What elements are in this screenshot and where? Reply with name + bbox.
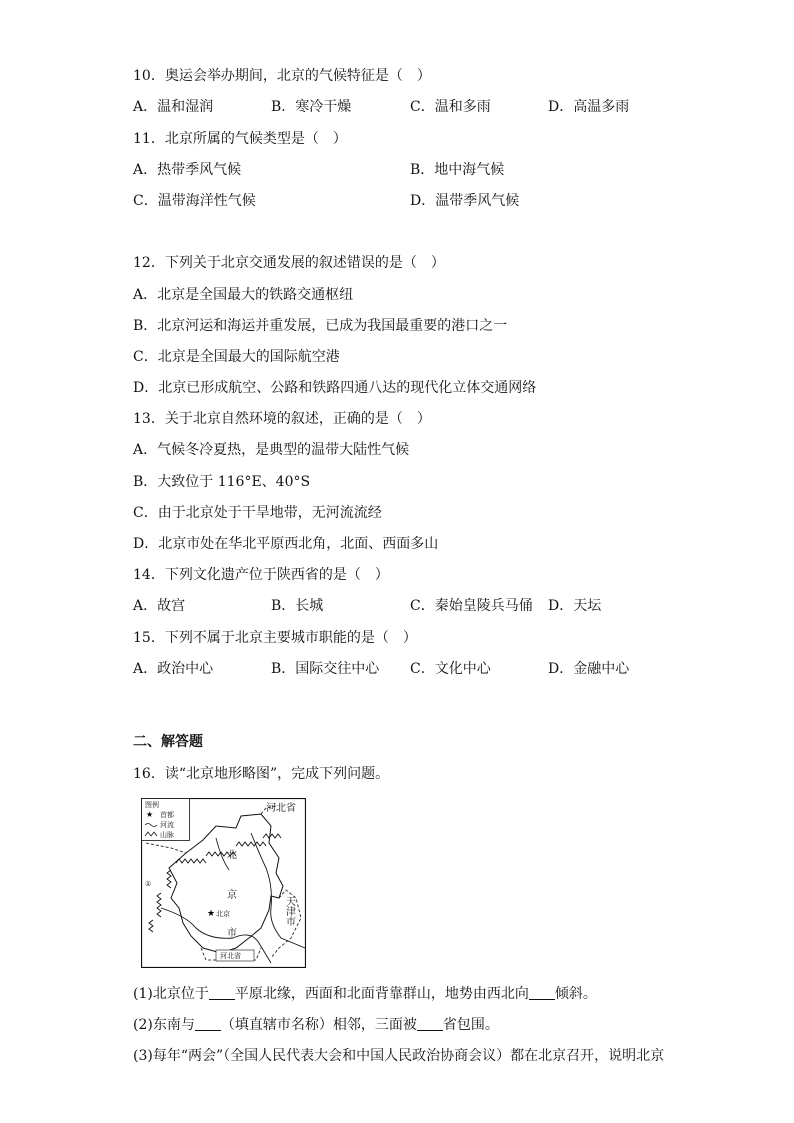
- q15-option-a: A．政治中心: [133, 661, 214, 677]
- q11-option-d: D．温带季风气候: [410, 193, 520, 209]
- q16-sub3: (3)每年“两会”（全国人民代表大会和中国人民政治协商会议）都在北京召开，说明北京: [133, 1048, 665, 1064]
- question-14-stem: 14．下列文化遗产位于陕西省的是（ ）: [133, 567, 389, 583]
- q16-sub2-part2: （填直辖市名称）相邻，三面被: [220, 1017, 417, 1033]
- q10-option-b: B．寒冷干燥: [271, 99, 352, 115]
- legend-river: 河流: [160, 821, 174, 829]
- legend-title: 图例: [145, 801, 159, 809]
- label-tianjin: 天津市: [283, 896, 295, 926]
- q16-sub2-blank2[interactable]: [417, 1016, 443, 1031]
- q12-option-c: C．北京是全国最大的国际航空港: [133, 349, 340, 365]
- capital-star-icon: ★: [146, 810, 154, 819]
- q10-option-d: D．高温多雨: [548, 99, 630, 115]
- q14-option-c: C．秦始皇陵兵马俑: [410, 598, 533, 614]
- q13-option-a: A．气候冬冷夏热，是典型的温带大陆性气候: [133, 442, 410, 458]
- label-shi: 市: [227, 928, 237, 939]
- label-jing: 京: [227, 890, 237, 901]
- q14-option-b: B．长城: [271, 598, 324, 614]
- q13-option-c: C．由于北京处于干旱地带，无河流流经: [133, 505, 382, 521]
- q16-sub1-blank1[interactable]: [209, 985, 235, 1000]
- q14-option-d: D．天坛: [548, 598, 602, 614]
- q12-option-d: D．北京已形成航空、公路和铁路四通八达的现代化立体交通网络: [133, 380, 537, 396]
- q13-option-b: B．大致位于 116°E、40°S: [133, 474, 311, 490]
- q10-option-a: A．温和湿润: [133, 99, 214, 115]
- question-16-stem: 16．读“北京地形略图”，完成下列问题。: [133, 766, 390, 782]
- q11-option-c: C．温带海洋性气候: [133, 193, 256, 209]
- question-13-stem: 13．关于北京自然环境的叙述，正确的是（ ）: [133, 411, 431, 427]
- q16-sub1: [133, 985, 597, 1003]
- q11-option-a: A．热带季风气候: [133, 162, 242, 178]
- q15-option-d: D．金融中心: [548, 661, 630, 677]
- q16-sub1-part2: 平原北缘，西面和北面背靠群山，地势由西北向: [234, 986, 529, 1002]
- q15-option-b: B．国际交往中心: [271, 661, 380, 677]
- q16-sub2-part3: 省包围。: [442, 1017, 499, 1033]
- q14-option-a: A．故宫: [133, 598, 186, 614]
- q16-sub1-part3: 倾斜。: [554, 986, 597, 1002]
- question-10-stem: 10．奥运会举办期间，北京的气候特征是（ ）: [133, 68, 431, 84]
- label-bei: 北: [227, 850, 237, 861]
- q16-sub2-blank1[interactable]: [195, 1016, 221, 1031]
- q10-option-c: C．温和多雨: [410, 99, 491, 115]
- q11-option-b: B．地中海气候: [410, 162, 505, 178]
- q13-option-d: D．北京市处在华北平原西北角，北面、西面多山: [133, 536, 439, 552]
- label-capital: 北京: [216, 910, 230, 918]
- question-12-stem: 12．下列关于北京交通发展的叙述错误的是（ ）: [133, 255, 445, 271]
- section-heading: 二、解答题: [133, 734, 203, 750]
- question-11-stem: 11．北京所属的气候类型是（ ）: [133, 131, 347, 147]
- label-marker-1: ①: [145, 880, 152, 888]
- question-15-stem: 15．下列不属于北京主要城市职能的是（ ）: [133, 630, 417, 646]
- q16-sub1-part1: (1)北京位于: [133, 986, 209, 1002]
- q15-option-c: C．文化中心: [410, 661, 491, 677]
- label-hebei-bottom: 河北省: [220, 952, 241, 960]
- q12-option-a: A．北京是全国最大的铁路交通枢纽: [133, 287, 354, 303]
- q12-option-b: B．北京河运和海运并重发展，已成为我国最重要的港口之一: [133, 318, 508, 334]
- beijing-terrain-map: [141, 798, 306, 968]
- label-hebei-top: 河北省: [266, 803, 296, 814]
- legend-capital: 首都: [160, 811, 174, 819]
- legend-mountain: 山脉: [160, 831, 174, 839]
- q16-sub2: [133, 1016, 499, 1034]
- q16-sub2-part1: (2)东南与: [133, 1017, 195, 1033]
- beijing-capital-star-icon: ★: [207, 909, 216, 919]
- q16-sub1-blank2[interactable]: [529, 985, 555, 1000]
